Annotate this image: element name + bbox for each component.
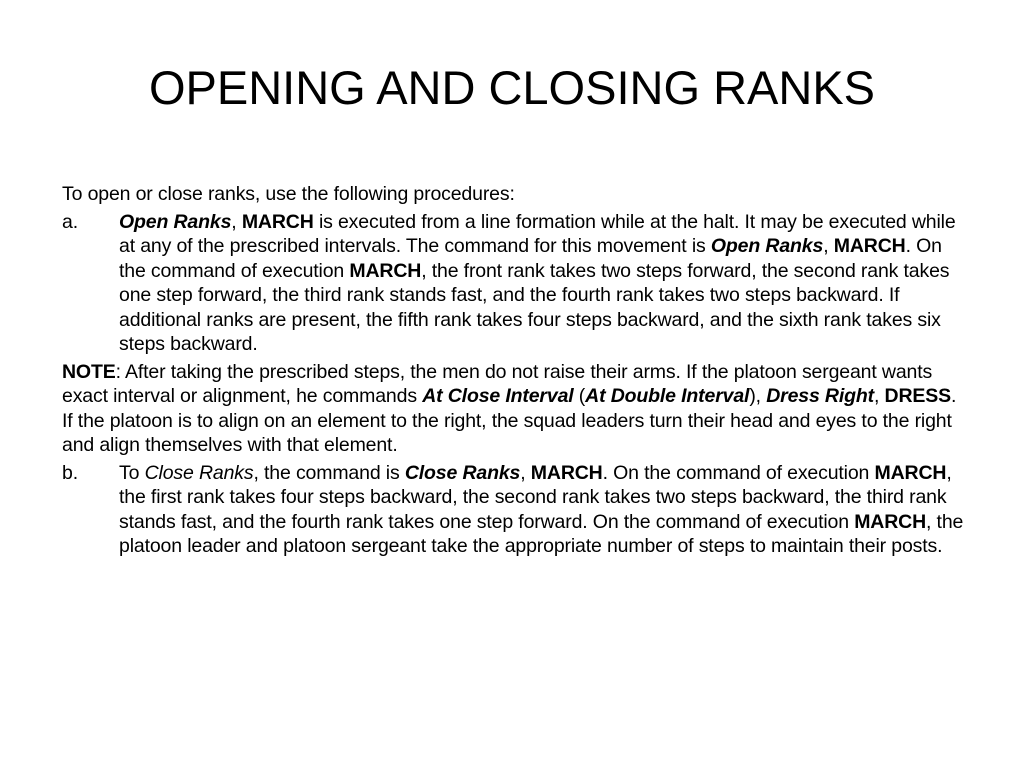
- term-open-ranks: Open Ranks: [119, 210, 232, 233]
- term-close-ranks: Close Ranks: [404, 461, 521, 484]
- command-march: MARCH: [833, 235, 906, 257]
- term-close-ranks: Close Ranks: [144, 461, 254, 484]
- item-b-text: , the platoon leader and platoon sergeant take the appropriate number of steps to maintain their posts.: [119, 510, 964, 557]
- term-open-ranks: Open Ranks: [710, 235, 824, 257]
- intro-paragraph: To open or close ranks, use the following procedures:: [62, 183, 515, 205]
- item-a-body: [119, 211, 956, 356]
- list-item-a: [62, 210, 972, 357]
- list-marker-b: b.: [62, 461, 78, 484]
- item-b-body: [119, 462, 963, 558]
- slide-title: OPENING AND CLOSING RANKS: [148, 61, 876, 114]
- command-march: MARCH: [241, 210, 314, 233]
- item-b-text: . On the command of execution: [602, 461, 875, 484]
- command-march: MARCH: [530, 461, 603, 484]
- item-a-text: , the front rank takes two steps forward, the second rank takes one step forward, the third rank stands fast, and the fourth rank takes two steps backward. If additional ranks are present, the fifth rank takes four steps backward, and the sixth rank takes six steps backward.: [119, 259, 950, 355]
- slide-body: [62, 182, 972, 562]
- item-a-text: . On the command of execution: [119, 235, 942, 282]
- item-b-text: To: [119, 461, 145, 484]
- separator: ,: [520, 461, 531, 484]
- note-paragraph: [62, 360, 972, 458]
- separator: ,: [874, 385, 885, 407]
- separator: (: [573, 385, 586, 407]
- separator: ),: [749, 385, 767, 407]
- separator: ,: [823, 235, 834, 257]
- list-marker-a: a.: [62, 210, 78, 233]
- note-text: : After taking the prescribed steps, the men do not raise their arms. If the platoon sergeant wants exact interval or alignment, he commands: [62, 360, 933, 407]
- command-dress: DRESS: [884, 385, 951, 407]
- term-at-close-interval: At Close Interval: [422, 385, 574, 407]
- note-text: . If the platoon is to align on an element to the right, the squad leaders turn their head and eyes to the right and align themselves with that element.: [62, 385, 957, 456]
- item-b-text: , the first rank takes four steps backward, the second rank takes two steps backward, the third rank stands fast, and the fourth rank takes one step forward. On the command of execution: [119, 461, 952, 533]
- command-march: MARCH: [854, 510, 927, 533]
- term-dress-right: Dress Right: [766, 385, 874, 407]
- item-a-text: is executed from a line formation while at the halt. It may be executed while at any of the prescribed intervals. The command for this movement is: [119, 210, 956, 257]
- list-item-b: [62, 461, 972, 559]
- command-march: MARCH: [874, 461, 947, 484]
- term-at-double-interval: At Double Interval: [585, 385, 750, 407]
- note-label: NOTE: [62, 360, 116, 383]
- item-b-text: , the command is: [253, 461, 405, 484]
- command-march: MARCH: [349, 259, 422, 282]
- separator: ,: [231, 210, 242, 233]
